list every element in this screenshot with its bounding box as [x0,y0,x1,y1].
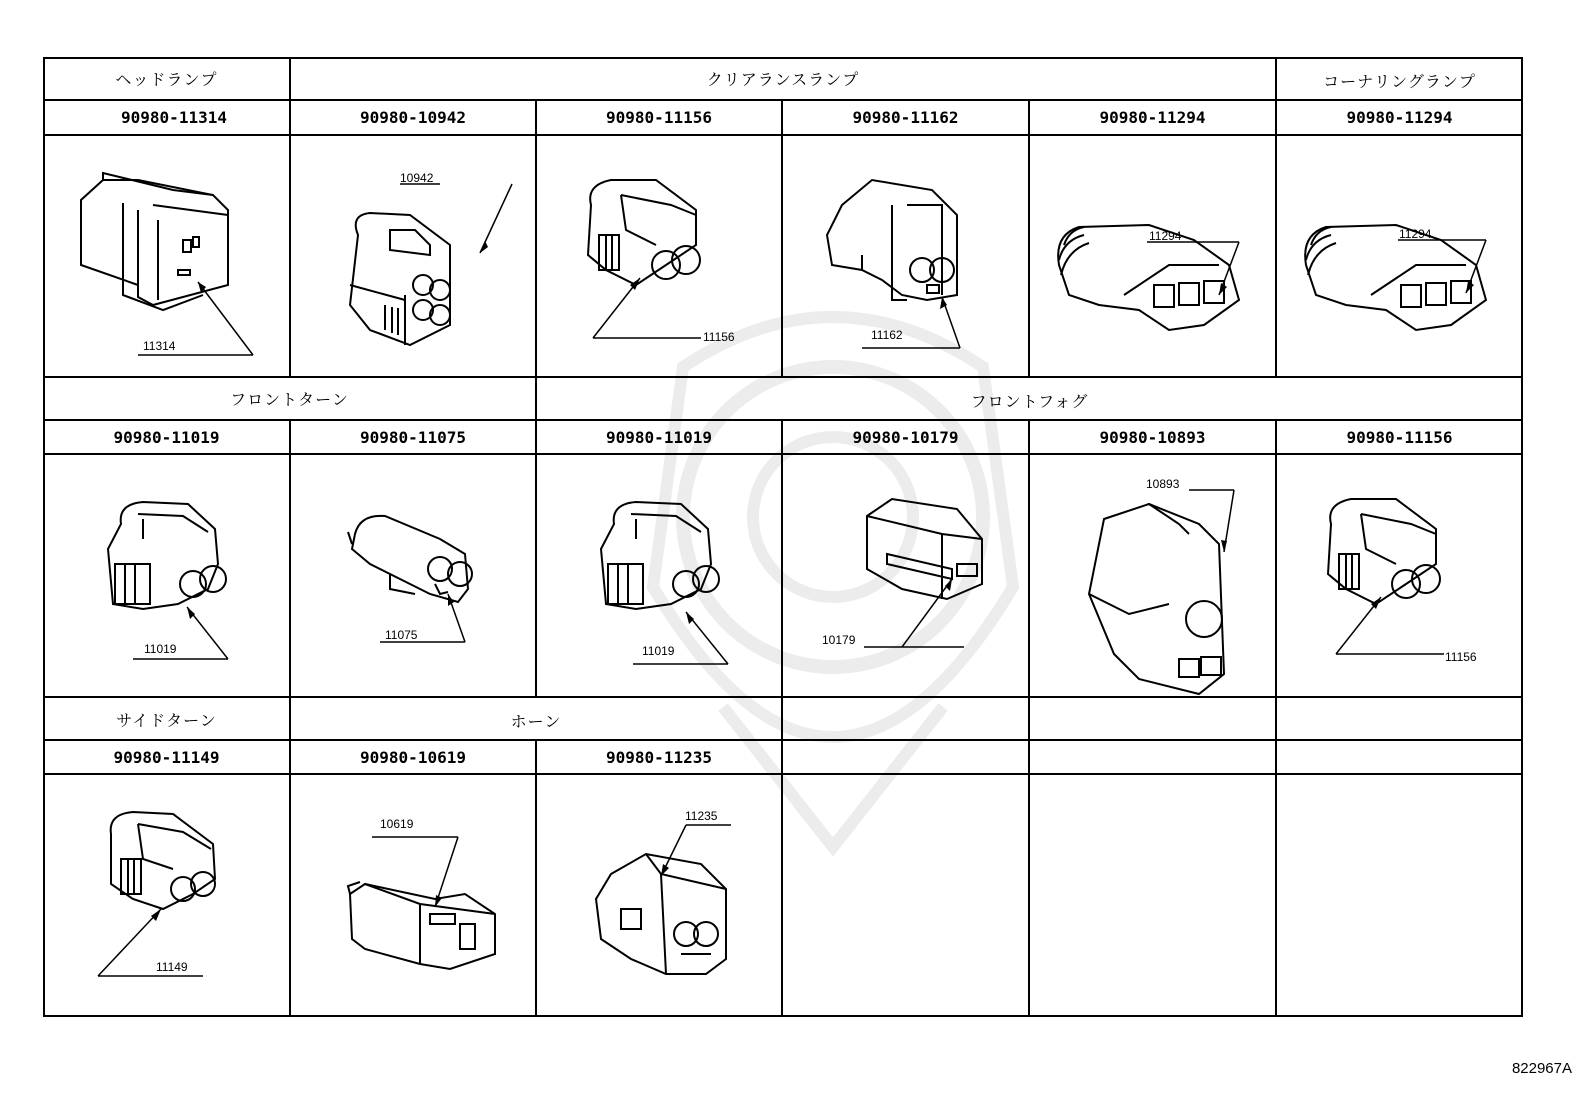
connector-drawing-11149 [43,774,290,1017]
connector-drawing-11156 [536,135,782,377]
connector-drawing-11235 [536,774,782,1017]
connector-drawing-11162 [782,135,1029,377]
callout-label: 11156 [1445,650,1477,664]
callout-label: 11162 [871,328,903,342]
connector-drawing-11156-fog [1276,454,1523,697]
figure-code: 822967A [1511,1060,1572,1077]
callout-label: 10893 [1146,477,1180,491]
connector-chart [43,57,1523,1017]
connector-drawing-10619 [290,774,536,1017]
category-front-fog: フロントフォグ [970,392,1089,411]
callout-label: 10179 [822,633,856,647]
part-number: 90980-11162 [852,108,959,127]
callout-label: 11294 [1399,227,1432,241]
part-number: 90980-11019 [606,428,712,447]
callout-label: 11149 [156,960,188,974]
category-front-turn: フロントターン [230,390,349,409]
category-clearance-lamp: クリアランスランプ [706,70,860,89]
connector-drawing-11294-cornering [1276,135,1523,377]
category-side-turn: サイドターン [116,711,217,730]
part-number: 90980-11314 [121,108,227,127]
part-number: 90980-11294 [1099,108,1206,127]
callout-label: 11235 [685,809,718,823]
part-number: 90980-11156 [1346,428,1453,447]
callout-label: 10619 [380,817,414,831]
part-number: 90980-10893 [1099,428,1206,447]
callout-label: 10942 [400,171,434,185]
callout-label: 11075 [385,628,418,642]
part-number: 90980-11235 [606,748,712,767]
category-horn: ホーン [510,712,562,731]
connector-drawing-11019-fog [536,454,782,697]
category-headlamp: ヘッドランプ [115,70,218,89]
connector-drawing-10179 [782,454,1029,697]
part-number: 90980-10619 [360,748,466,767]
callout-label: 11019 [642,644,675,658]
part-number: 90980-11149 [113,748,220,767]
part-number: 90980-11019 [113,428,220,447]
category-cornering-lamp: コーナリングランプ [1323,72,1476,91]
part-number: 90980-10179 [852,428,959,447]
connector-drawing-11294 [1029,135,1276,377]
callout-label: 11019 [144,642,177,656]
part-number: 90980-11156 [606,108,712,127]
callout-label: 11294 [1149,229,1182,243]
connector-drawing-11019 [43,454,290,697]
callout-label: 11156 [703,330,735,344]
part-number: 90980-11075 [360,428,466,447]
part-number: 90980-11294 [1346,108,1453,127]
part-number: 90980-10942 [360,108,466,127]
connector-drawing-11075 [290,454,536,697]
callout-label: 11314 [143,339,176,353]
